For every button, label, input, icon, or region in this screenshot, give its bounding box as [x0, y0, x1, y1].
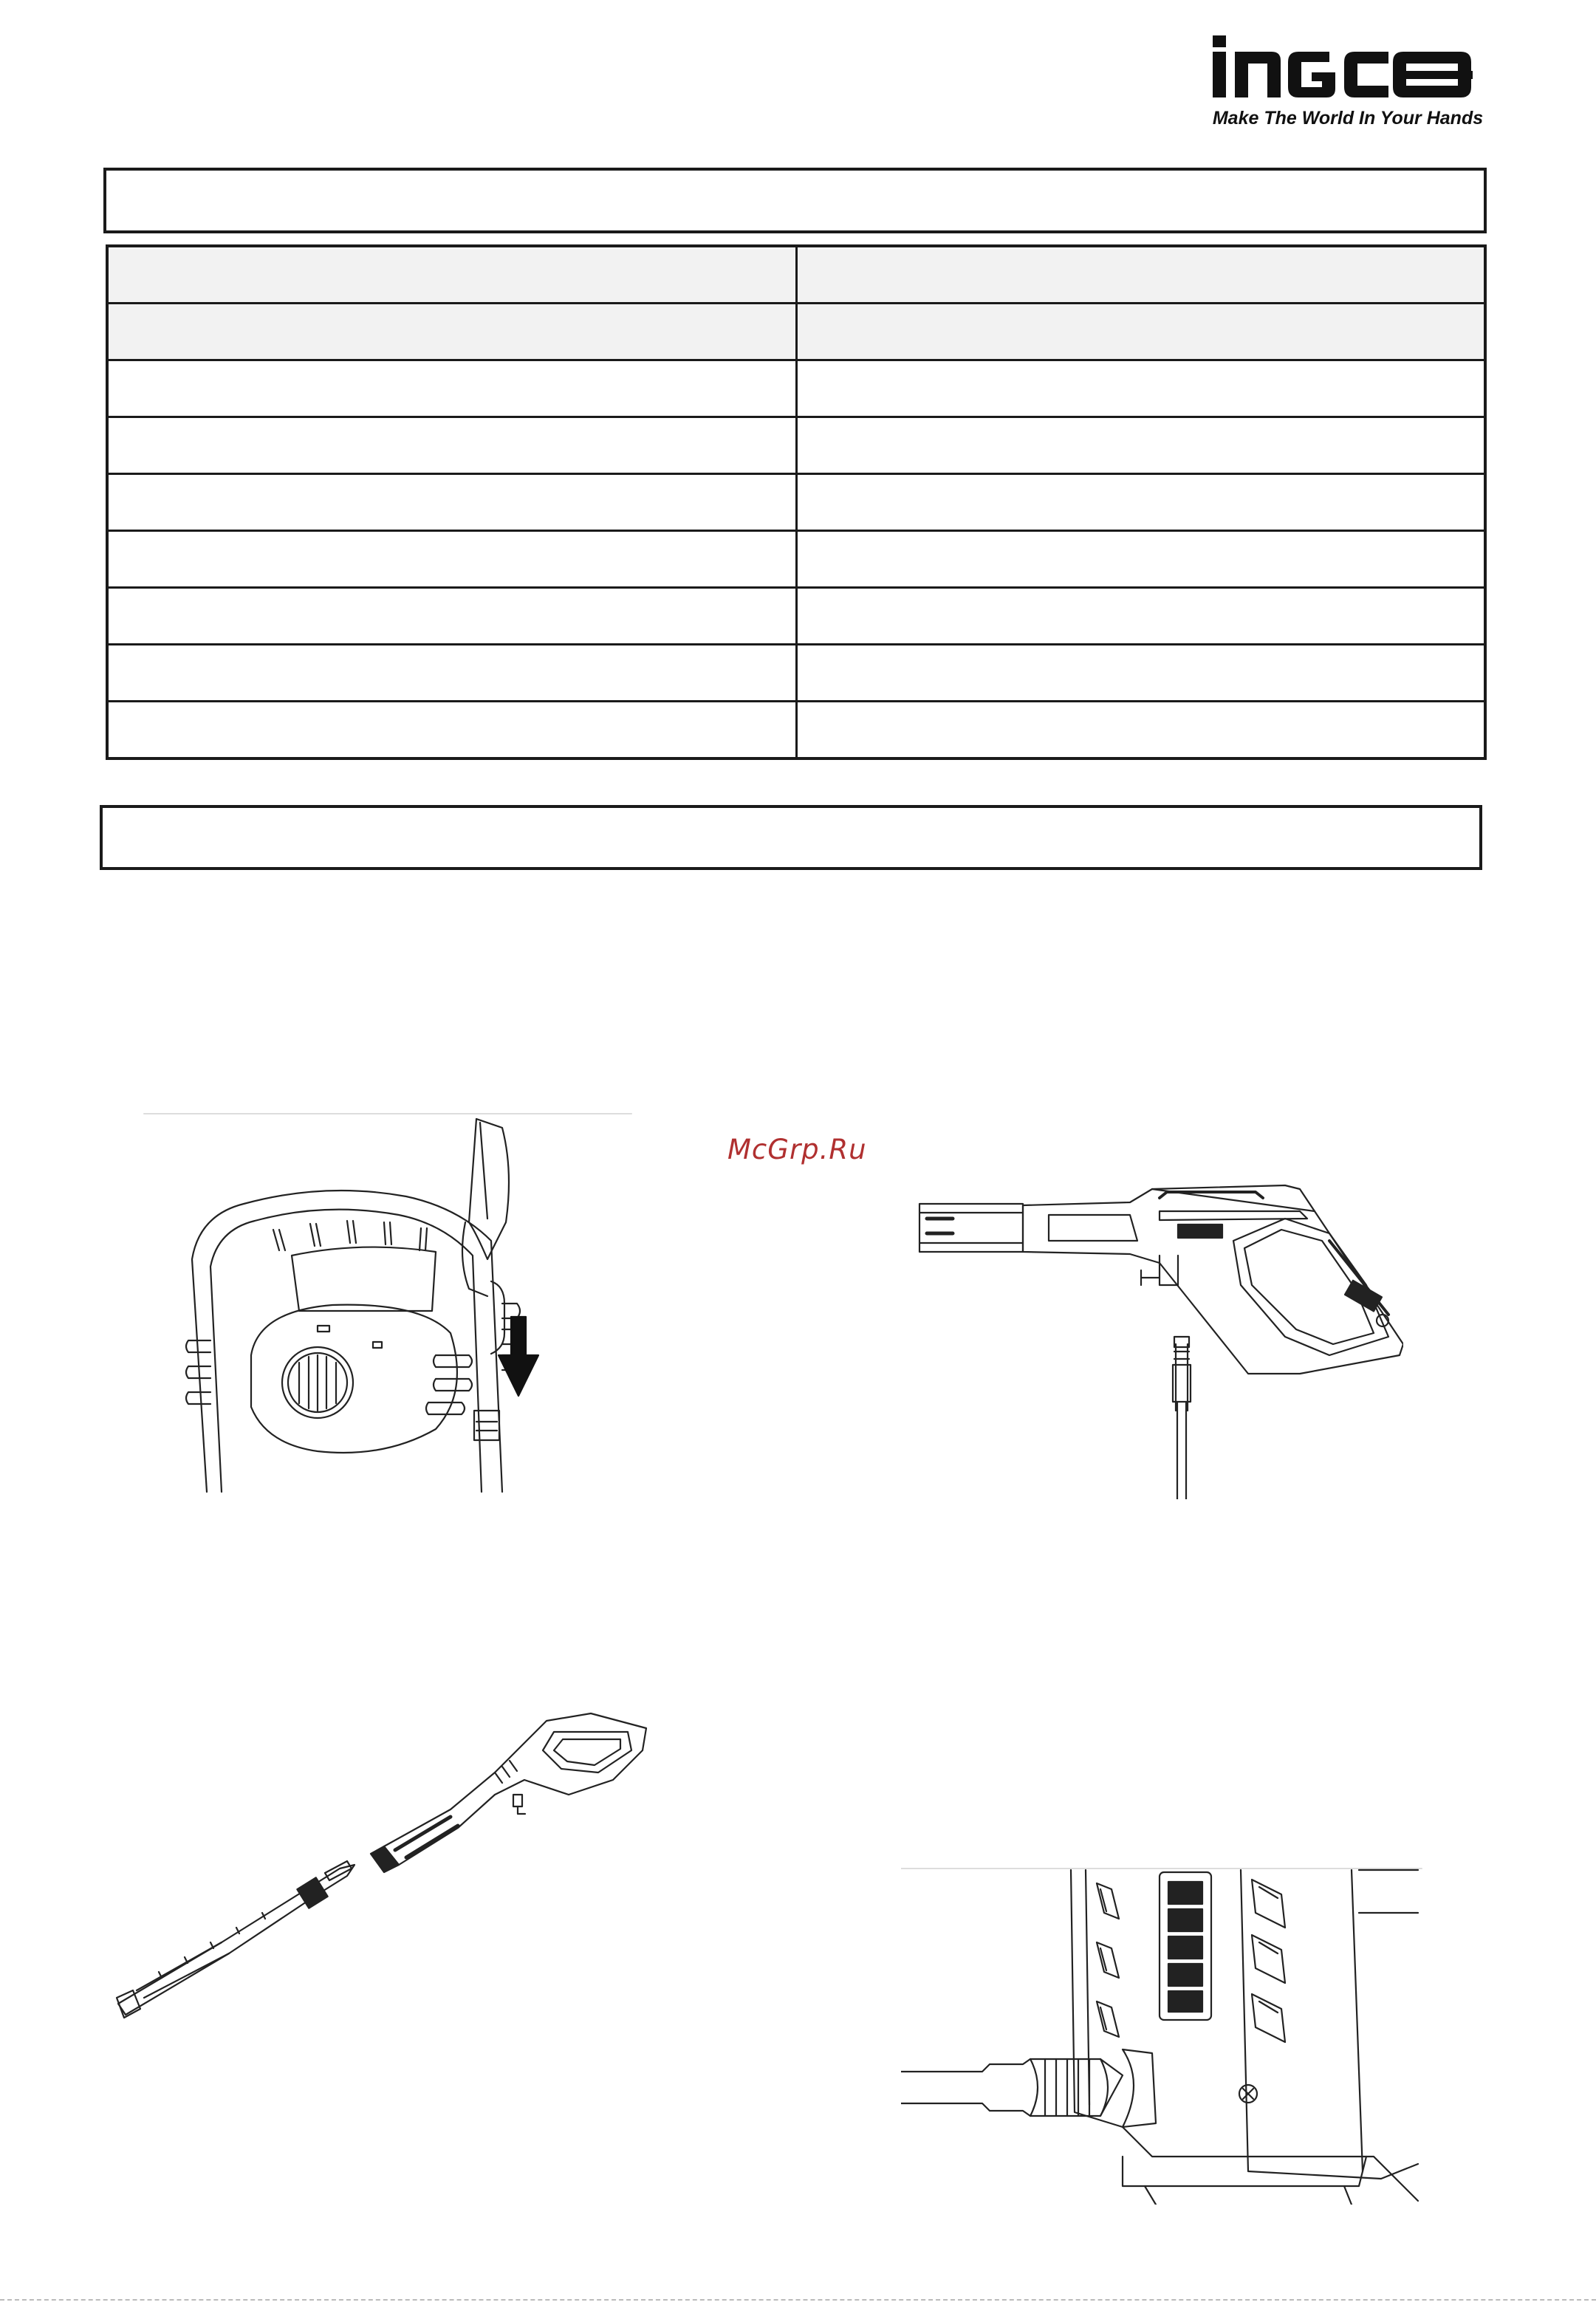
- figure-gun-lance: [111, 1699, 650, 2024]
- table-cell: [109, 361, 798, 416]
- table-cell: [798, 702, 1484, 757]
- assembly-title-box: [100, 805, 1482, 870]
- table-row: [109, 302, 1484, 359]
- figure-hose-outlet: [901, 1861, 1425, 2205]
- brand-tagline: Make The World In Your Hands: [1212, 108, 1484, 129]
- figure-washer-front: [140, 1112, 635, 1496]
- table-row: [109, 473, 1484, 530]
- table-cell: [798, 589, 1484, 643]
- table-row: [109, 530, 1484, 586]
- table-cell: [798, 247, 1484, 302]
- table-row: [109, 416, 1484, 473]
- table-cell: [109, 532, 798, 586]
- figure-spray-gun-hose: [916, 1167, 1403, 1499]
- table-row: [109, 359, 1484, 416]
- table-row: [109, 700, 1484, 757]
- table-cell: [798, 418, 1484, 473]
- table-cell: [798, 304, 1484, 359]
- ingco-logo-icon: [1204, 30, 1484, 111]
- table-row: [109, 643, 1484, 700]
- table-row: [109, 586, 1484, 643]
- table-cell: [109, 702, 798, 757]
- spray-gun-hose-icon: [916, 1167, 1403, 1499]
- table-cell: [109, 475, 798, 530]
- table-row: [109, 247, 1484, 302]
- watermark-text: McGrp.Ru: [727, 1134, 867, 1165]
- hose-outlet-connection-icon: [901, 1861, 1425, 2205]
- table-cell: [109, 304, 798, 359]
- table-cell: [109, 418, 798, 473]
- table-cell: [798, 361, 1484, 416]
- table-cell: [109, 589, 798, 643]
- page-bottom-border: [0, 2299, 1596, 2301]
- gun-lance-assembly-icon: [111, 1699, 650, 2024]
- table-cell: [109, 645, 798, 700]
- table-cell: [109, 247, 798, 302]
- specification-title-box: [103, 168, 1487, 233]
- washer-front-holder-icon: [140, 1112, 635, 1496]
- table-cell: [798, 645, 1484, 700]
- table-cell: [798, 532, 1484, 586]
- specification-table: [106, 244, 1487, 760]
- table-cell: [798, 475, 1484, 530]
